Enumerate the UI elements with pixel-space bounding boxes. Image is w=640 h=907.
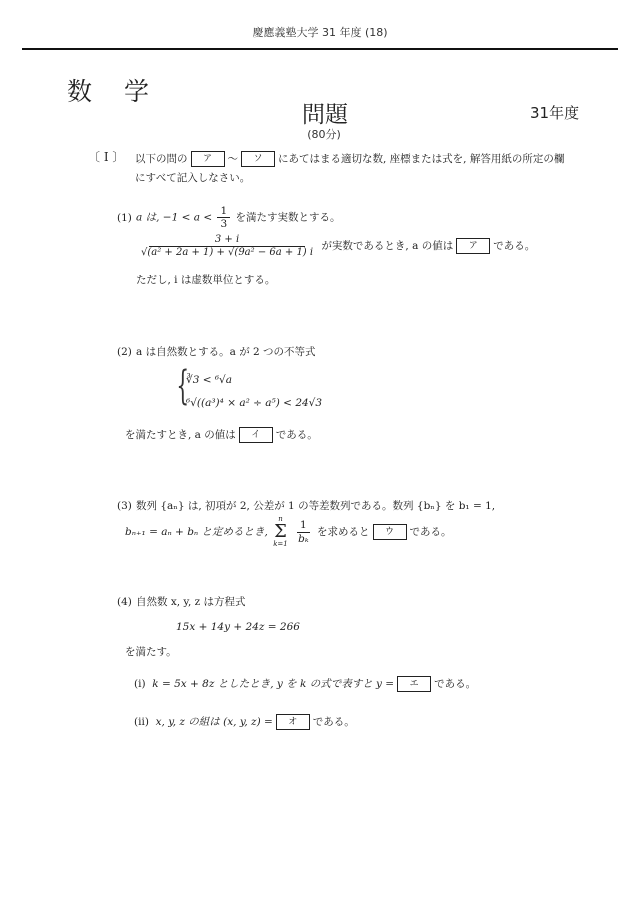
- range-separator: 〜: [227, 153, 238, 165]
- answer-box-e: エ: [397, 676, 431, 692]
- answer-box-range-start: ア: [191, 151, 225, 167]
- problem-3-line2: bₙ₊₁ = aₙ + bₙ と定めるとき, n Σ k=1 $\frac{1}{\text{bₖ}}$ を求めると ウ である。: [125, 515, 452, 548]
- answer-box-o: オ: [276, 714, 310, 730]
- header-rule: [22, 48, 618, 50]
- problem-1-number: (1): [117, 212, 132, 224]
- answer-box-i: イ: [239, 427, 273, 443]
- reciprocal-b: $\frac{1}{\text{bₖ}}$: [298, 519, 309, 545]
- problem-4-number: (4): [117, 596, 132, 608]
- answer-box-u: ウ: [373, 524, 407, 540]
- problem-4-sub-ii: (ii) x, y, z の組は (x, y, z) = オ である。: [134, 716, 355, 728]
- problem-1-expression: $\frac{3 + i}{\text{√(a² + 2a + 1) + √(9a² − 6a + 1) i}}$ が実数であるとき, a の値は ア である。: [136, 234, 535, 258]
- problem-4-sub-i: (i) k = 5x + 8z としたとき, y を k の式で表すと y = エ である。: [134, 678, 477, 690]
- section-label: 〔 I 〕: [88, 150, 125, 164]
- running-header: 慶應義塾大学 31 年度 (18): [252, 26, 388, 39]
- problem-4-line3: を満たす。: [125, 646, 177, 658]
- fraction-one-third: $\frac{1}{3}$: [217, 205, 230, 230]
- problem-3-number: (3): [117, 500, 132, 512]
- section-instruction: [135, 151, 564, 167]
- problem-2-number: (2): [117, 346, 132, 358]
- instruction-pre: 以下の問の: [135, 153, 188, 165]
- p1-condition: a は, −1 < a <: [136, 211, 213, 224]
- left-brace: {: [176, 363, 190, 409]
- problem-3-line1: 数列 {aₙ} は, 初項が 2, 公差が 1 の等差数列である。数列 {bₙ} を b₁ = 1,: [136, 500, 496, 512]
- instruction-post: にあてはまる適切な数, 座標または式を, 解答用紙の所定の欄: [278, 153, 565, 165]
- complex-fraction: $\frac{3 + i}{\text{√(a² + 2a + 1) + √(9a² − 6a + 1) i}}$: [141, 234, 314, 258]
- subject-title: 数 学: [67, 77, 161, 106]
- problem-1-note: ただし, i は虚数単位とする。: [136, 274, 276, 286]
- year-label: 31年度: [530, 104, 580, 122]
- page-title: 問題: [302, 102, 348, 128]
- diophantine-equation: 15x + 14y + 24z = 266: [176, 621, 300, 633]
- answer-box-range-end: ソ: [241, 151, 275, 167]
- answer-box-a: ア: [456, 238, 490, 254]
- duration-label: (80分): [307, 128, 341, 141]
- problem-1-line1: a は, −1 < a < $\frac{1}{3}$ を満たす実数とする。: [136, 205, 341, 231]
- section-instruction-line2: にすべて記入しなさい。: [135, 172, 251, 184]
- problem-4-line1: 自然数 x, y, z は方程式: [136, 596, 246, 608]
- summation: n Σ k=1: [273, 515, 288, 548]
- sigma-icon: Σ: [274, 521, 287, 542]
- inequality-1: ∛3 < ⁶√a: [186, 374, 233, 386]
- inequality-2: ⁶√((a³)⁴ × a² ÷ a⁵) < 24√3: [186, 397, 323, 409]
- problem-2-line1: a は自然数とする。a が 2 つの不等式: [136, 346, 316, 358]
- problem-2-conclusion: を満たすとき, a の値は イ である。: [125, 429, 318, 441]
